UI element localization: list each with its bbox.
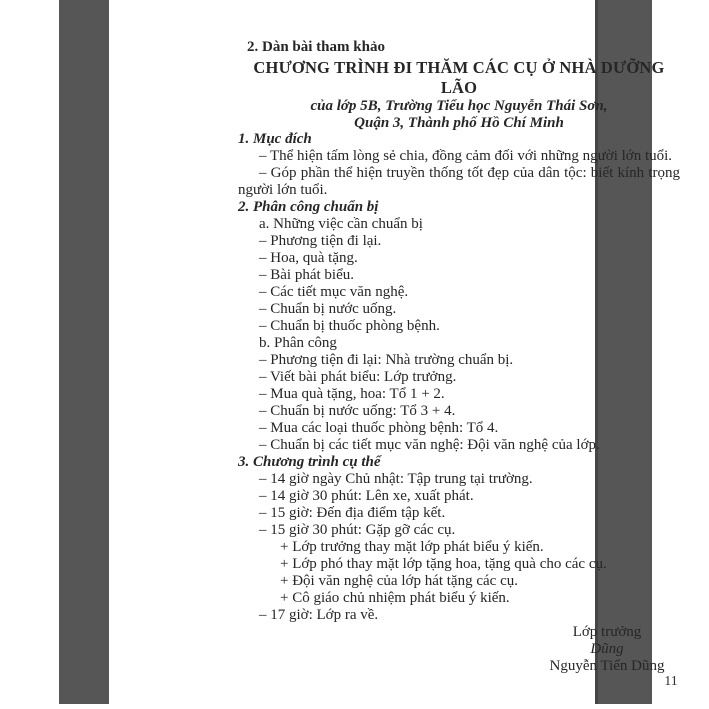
sub-list-item: + Lớp trưởng thay mặt lớp phát biểu ý kiến.: [280, 539, 544, 555]
document-content: [238, 39, 680, 675]
list-item: – 15 giờ: Đến địa điểm tập kết.: [259, 505, 446, 521]
document-subtitle-line1: của lớp 5B, Trường Tiểu học Nguyễn Thái Sơn,: [310, 98, 608, 114]
signature-block: [502, 624, 709, 675]
document-page: [109, 0, 680, 709]
list-item: – Phương tiện đi lại.: [259, 233, 382, 249]
left-background-bar: [59, 0, 109, 704]
section-heading-purpose: 1. Mục đích: [238, 131, 312, 147]
list-item: – Các tiết mục văn nghệ.: [259, 284, 409, 300]
section-heading-preparation: 2. Phân công chuẩn bị: [238, 199, 379, 215]
signature-full-name: Nguyễn Tiến Dũng: [549, 658, 665, 674]
list-item: – 14 giờ ngày Chủ nhật: Tập trung tại trường.: [259, 471, 533, 487]
list-item: – 14 giờ 30 phút: Lên xe, xuất phát.: [259, 488, 474, 504]
document-title: CHƯƠNG TRÌNH ĐI THĂM CÁC CỤ Ở NHÀ DƯỠNG LÃO: [253, 58, 665, 97]
document-subtitle-line2: Quận 3, Thành phố Hồ Chí Minh: [354, 114, 564, 131]
sub-heading-a: a. Những việc cần chuẩn bị: [259, 216, 423, 232]
list-item: – Phương tiện đi lại: Nhà trường chuẩn bị.: [259, 352, 514, 368]
sub-list-item: + Lớp phó thay mặt lớp tặng hoa, tặng quà cho các cụ.: [280, 556, 607, 572]
list-item: – Viết bài phát biểu: Lớp trưởng.: [259, 369, 457, 385]
list-item: – Góp phần thể hiện truyền thống tốt đẹp của dân tộc: biết kính trọng: [259, 165, 680, 181]
sub-heading-b: b. Phân công: [259, 335, 337, 351]
list-item-continuation: người lớn tuổi.: [238, 182, 328, 198]
list-item: – Bài phát biểu.: [259, 267, 354, 283]
reference-outline-label: 2. Dàn bài tham khảo: [247, 39, 385, 55]
list-item: – Hoa, quà tặng.: [259, 250, 358, 266]
signature-signed-name: Dũng: [590, 641, 624, 657]
list-item: – 15 giờ 30 phút: Gặp gỡ các cụ.: [259, 522, 456, 538]
list-item: – Chuẩn bị thuốc phòng bệnh.: [259, 318, 440, 334]
sub-list-item: + Cô giáo chủ nhiệm phát biểu ý kiến.: [280, 590, 510, 606]
list-item: – Mua các loại thuốc phòng bệnh: Tổ 4.: [259, 420, 499, 436]
list-item: – Chuẩn bị các tiết mục văn nghệ: Đội văn nghệ của lớp.: [259, 437, 600, 453]
sub-list-item: + Đội văn nghệ của lớp hát tặng các cụ.: [280, 573, 518, 589]
signature-role: Lớp trưởng: [572, 624, 642, 640]
list-item: – Chuẩn bị nước uống.: [259, 301, 397, 317]
list-item: – Chuẩn bị nước uống: Tổ 3 + 4.: [259, 403, 456, 419]
page-number: 11: [664, 674, 678, 689]
list-item: – 17 giờ: Lớp ra về.: [259, 607, 379, 623]
list-item: – Thể hiện tấm lòng sẻ chia, đồng cảm đối với những người lớn tuổi.: [259, 148, 673, 164]
list-item: – Mua quà tặng, hoa: Tổ 1 + 2.: [259, 386, 445, 402]
section-heading-schedule: 3. Chương trình cụ thể: [238, 454, 381, 470]
